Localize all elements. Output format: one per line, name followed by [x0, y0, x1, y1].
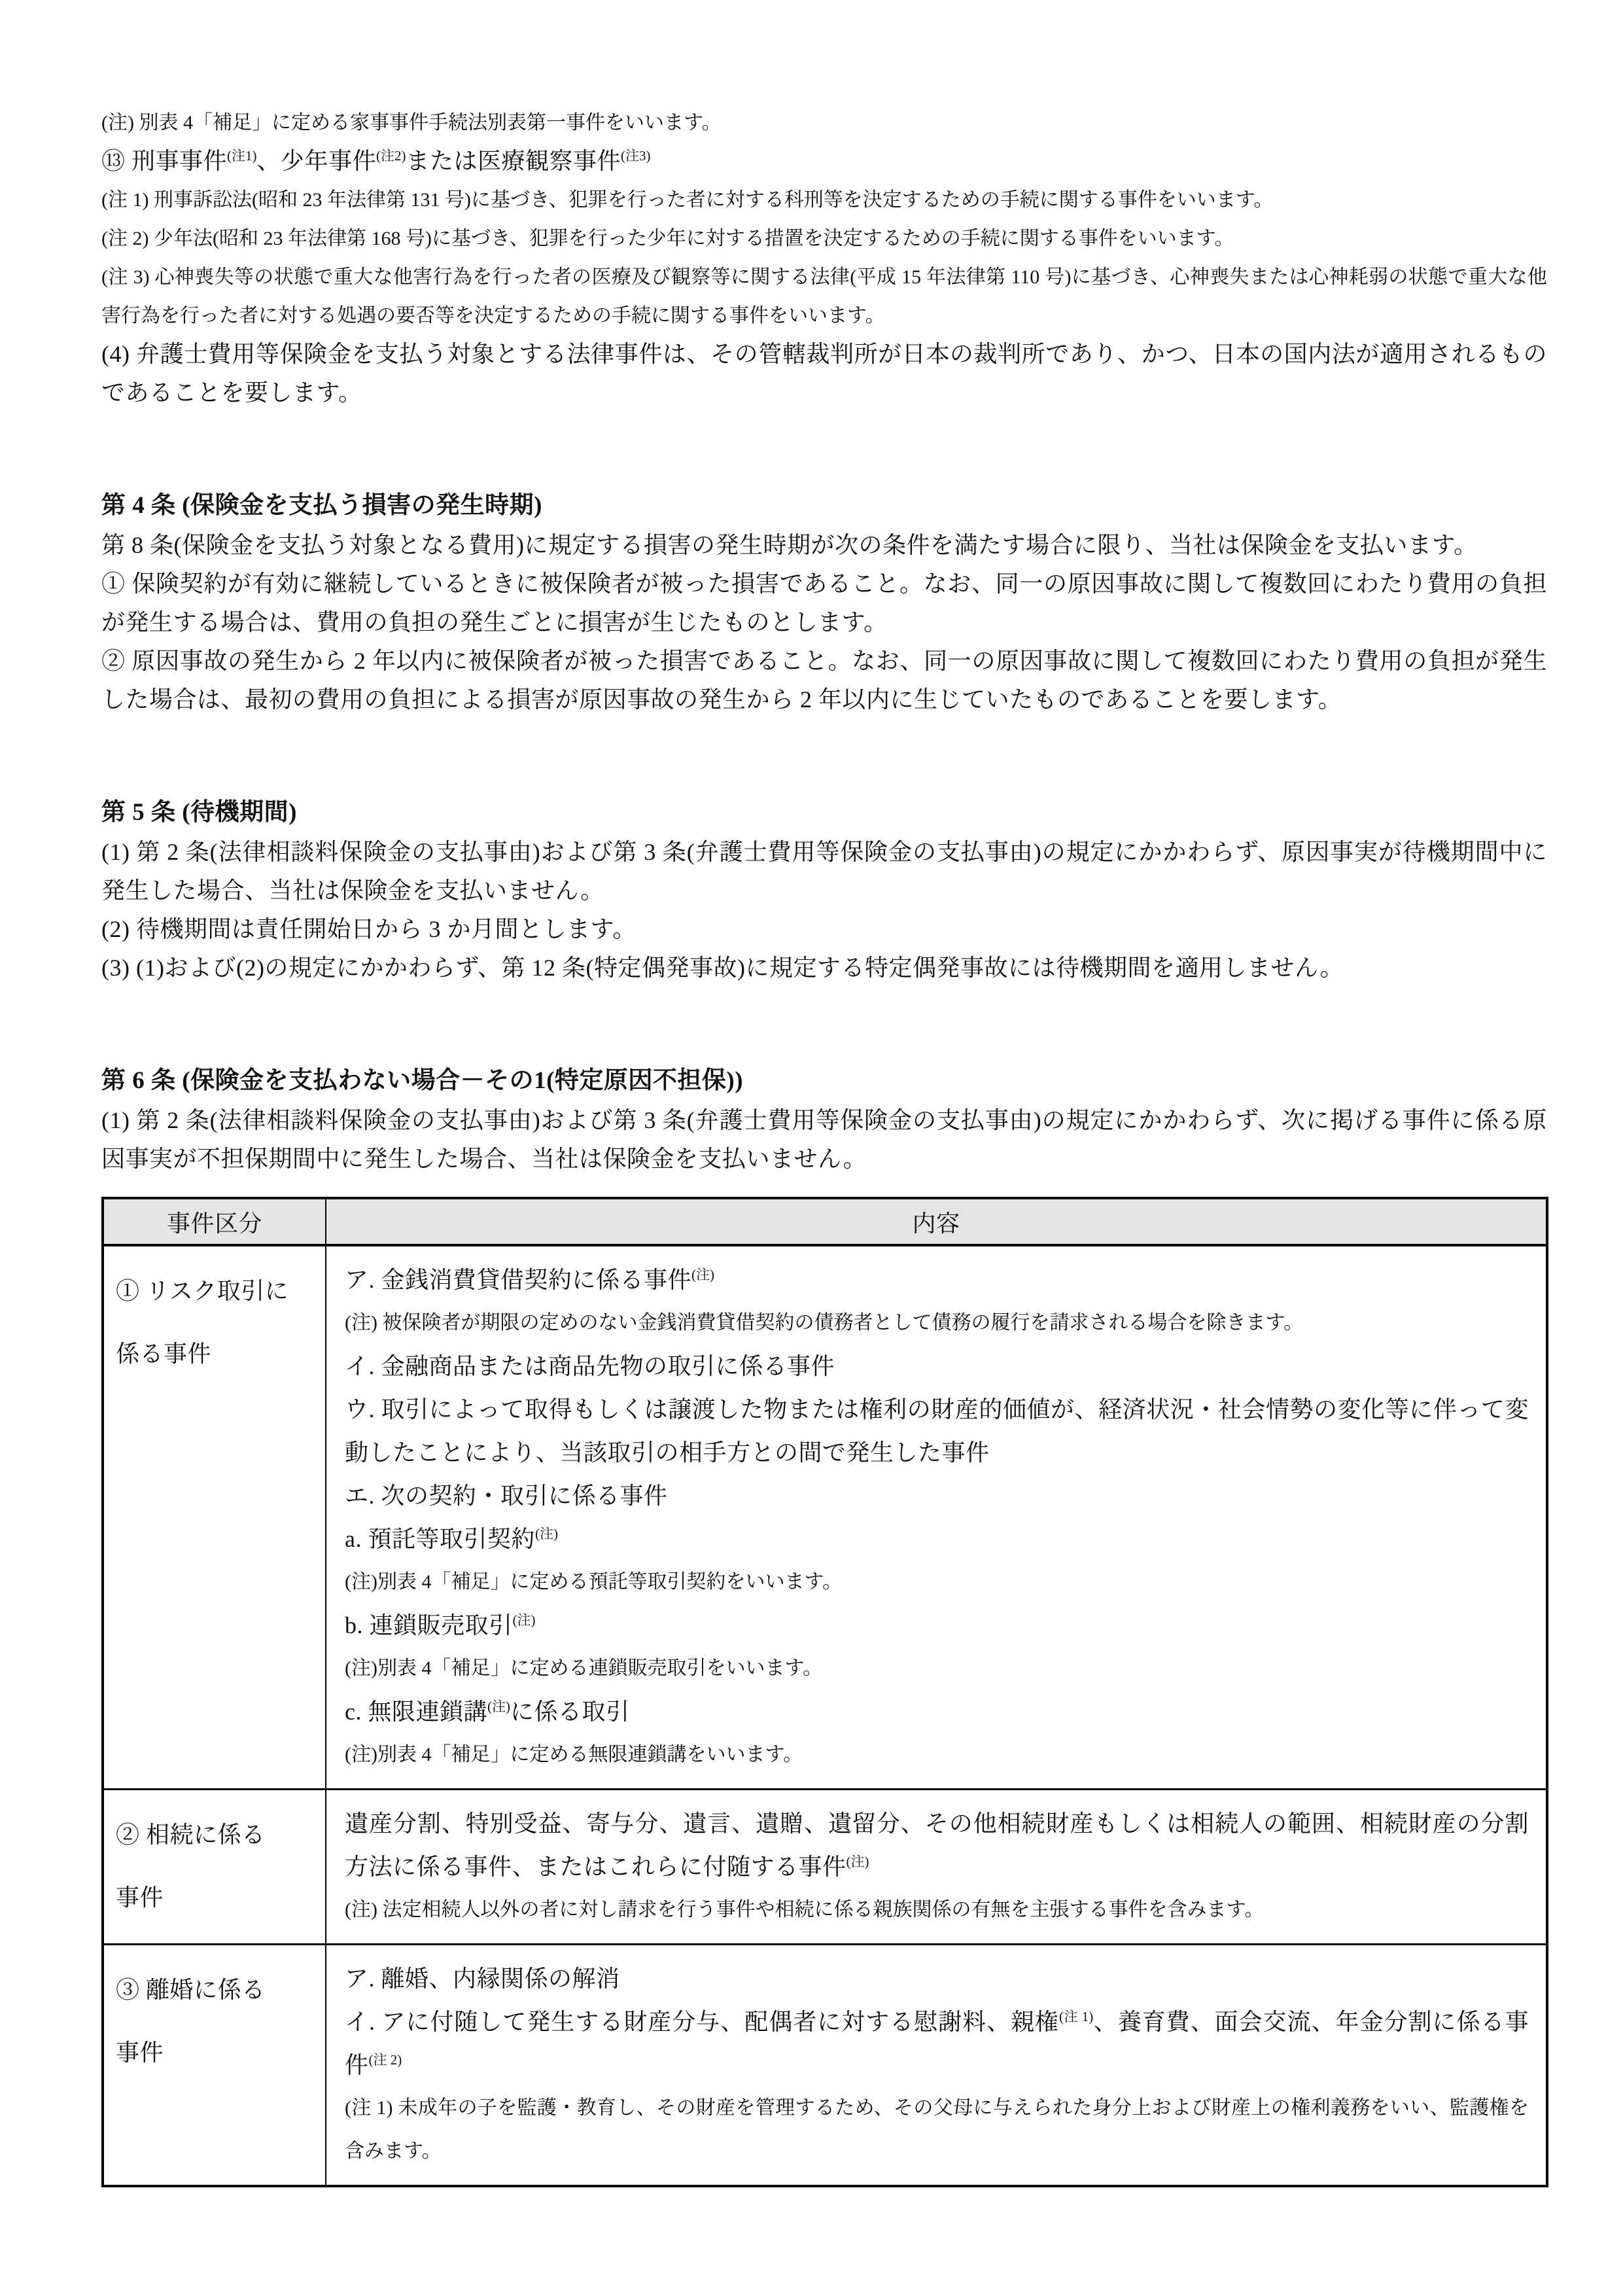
- table-header-row: [103, 1198, 1547, 1245]
- note-reference-superscript: (注): [534, 1526, 558, 1542]
- note-reference-superscript: (注): [691, 1267, 715, 1282]
- content-cell: [326, 1245, 1547, 1790]
- article-4-item-1: ① 保険契約が有効に継続しているときに被保険者が被った損害であること。なお、同一の原因事故に関して複数回にわたり費用の負担が発生する場合は、費用の負担の発生ごとに損害が生じたものとします。: [101, 571, 1547, 635]
- content-note-line: (注) 法定相続人以外の者に対し請求を行う事件や相続に係る親族関係の有無を主張する事件を含みます。: [345, 1899, 1265, 1920]
- intro-note-3: (注 3) 心神喪失等の状態で重大な他害行為を行った者の医療及び観察等に関する法律(平成 15 年法律第 110 号)に基づき、心神喪失または心神耗弱の状態で重大な他害行為を行った者に対する処遇の要否等を決定するための手続に関する事件をいいます。: [101, 266, 1547, 327]
- note-reference-superscript: (注): [846, 1854, 869, 1869]
- content-line: 遺産分割、特別受益、寄与分、遺言、遺贈、遺留分、その他相続財産もしくは相続人の範囲、相続財産の分割方法に係る事件、またはこれらに付随する事件$^{(注)}$: [345, 1810, 1529, 1880]
- intro-note-2: (注 2) 少年法(昭和 23 年法律第 168 号)に基づき、犯罪を行った少年に対する措置を決定するための手続に関する事件をいいます。: [101, 228, 1234, 249]
- content-note-line: (注)別表 4「補足」に定める無限連鎖講をいいます。: [345, 1744, 803, 1765]
- article-4-body: 第 8 条(保険金を支払う対象となる費用)に規定する損害の発生時期が次の条件を満たす場合に限り、当社は保険金を支払います。: [101, 532, 1478, 558]
- note-reference-superscript: (注 2): [368, 2052, 402, 2068]
- content-cell: [326, 1945, 1547, 2187]
- category-line: ③ 離婚に係る: [116, 1977, 266, 2003]
- content-note-line: (注) 被保険者が期限の定めのない金銭消費貸借契約の債務者として債務の履行を請求される場合を除きます。: [345, 1312, 1304, 1333]
- content-line: b. 連鎖販売取引$^{(注)}$: [345, 1612, 536, 1638]
- content-line: c. 無限連鎖講$^{(注)}$に係る取引: [345, 1699, 630, 1725]
- note-reference-superscript: (注 1): [1059, 2009, 1094, 2024]
- article-5-heading: 第 5 条 (待機期間): [101, 799, 297, 826]
- note-reference-superscript: (注1): [227, 148, 257, 164]
- content-line: エ. 次の契約・取引に係る事件: [345, 1483, 668, 1509]
- category-line: 事件: [116, 2040, 164, 2066]
- article-5-item-2: (2) 待機期間は責任開始日から 3 か月間とします。: [101, 916, 637, 942]
- table-row: [103, 1945, 1547, 2187]
- table-row: [103, 1245, 1547, 1790]
- content-line: ア. 金銭消費貸借契約に係る事件$^{(注)}$: [345, 1267, 715, 1293]
- content-note-line: (注)別表 4「補足」に定める預託等取引契約をいいます。: [345, 1571, 843, 1593]
- note-reference-superscript: (注): [487, 1699, 510, 1714]
- content-cell: [326, 1790, 1547, 1945]
- exclusion-table: [101, 1197, 1548, 2187]
- category-cell: [103, 1945, 326, 2187]
- category-line: ② 相続に係る: [116, 1822, 266, 1848]
- content-line: イ. 金融商品または商品先物の取引に係る事件: [345, 1353, 835, 1379]
- article-5-item-3: (3) (1)および(2)の規定にかかわらず、第 12 条(特定偶発事故)に規定する特定偶発事故には待機期間を適用しません。: [101, 955, 1344, 981]
- article-4-heading: 第 4 条 (保険金を支払う損害の発生時期): [101, 492, 542, 519]
- content-line: イ. アに付随して発生する財産分与、配偶者に対する慰謝料、親権$^{(注 1)}$、養育費、面会交流、年金分割に係る事件$^{(注 2)}$: [345, 2009, 1529, 2078]
- content-line: ウ. 取引によって取得もしくは譲渡した物または権利の財産的価値が、経済状況・社会情勢の変化等に伴って変動したことにより、当該取引の相手方との間で発生した事件: [345, 1396, 1529, 1466]
- category-line: ① リスク取引に: [116, 1278, 289, 1304]
- category-cell: [103, 1790, 326, 1945]
- category-line: 係る事件: [116, 1341, 212, 1367]
- content-note-line: (注 1) 未成年の子を監護・教育し、その財産を管理するため、その父母に与えられた身分上および財産上の権利義務をいい、監護権を含みます。: [345, 2097, 1529, 2162]
- article-6-heading: 第 6 条 (保険金を支払わない場合－その1(特定原因不担保)): [101, 1067, 744, 1094]
- intro-note: (注) 別表 4「補足」に定める家事事件手続法別表第一事件をいいます。: [101, 112, 722, 133]
- article-6-item-1: (1) 第 2 条(法律相談料保険金の支払事由)および第 3 条(弁護士費用等保険金の支払事由)の規定にかかわらず、次に掲げる事件に係る原因事実が不担保期間中に発生した場合、当社は保険金を支払いません。: [101, 1107, 1547, 1172]
- content-line: ア. 離婚、内縁関係の解消: [345, 1966, 620, 1992]
- note-reference-superscript: (注3): [621, 148, 651, 164]
- table-row: [103, 1790, 1547, 1945]
- paragraph-4: (4) 弁護士費用等保険金を支払う対象とする法律事件は、その管轄裁判所が日本の裁判所であり、かつ、日本の国内法が適用されるものであることを要します。: [101, 341, 1547, 406]
- category-line: 事件: [116, 1884, 164, 1911]
- content-line: a. 預託等取引契約$^{(注)}$: [345, 1526, 558, 1552]
- content-note-line: (注)別表 4「補足」に定める連鎖販売取引をいいます。: [345, 1657, 823, 1679]
- note-reference-superscript: (注): [512, 1612, 536, 1628]
- article-4-item-2: ② 原因事故の発生から 2 年以内に被保険者が被った損害であること。なお、同一の原因事故に関して複数回にわたり費用の負担が発生した場合は、最初の費用の負担による損害が原因事故の発生から 2 年以内に生じていたものであることを要します。: [101, 648, 1547, 713]
- intro-note-1: (注 1) 刑事訴訟法(昭和 23 年法律第 131 号)に基づき、犯罪を行った者に対する科刑等を決定するための手続に関する事件をいいます。: [101, 189, 1274, 211]
- item-13-line: ⑬ 刑事事件$^{(注1)}$、少年事件$^{(注2)}$または医療観察事件$^{(注3)}$: [101, 148, 651, 174]
- category-cell: [103, 1245, 326, 1790]
- note-reference-superscript: (注2): [376, 148, 406, 164]
- column-header-content: 内容: [326, 1198, 1547, 1245]
- column-header-category: 事件区分: [103, 1198, 326, 1245]
- article-5-item-1: (1) 第 2 条(法律相談料保険金の支払事由)および第 3 条(弁護士費用等保険金の支払事由)の規定にかかわらず、原因事実が待機期間中に発生した場合、当社は保険金を支払いません。: [101, 839, 1547, 904]
